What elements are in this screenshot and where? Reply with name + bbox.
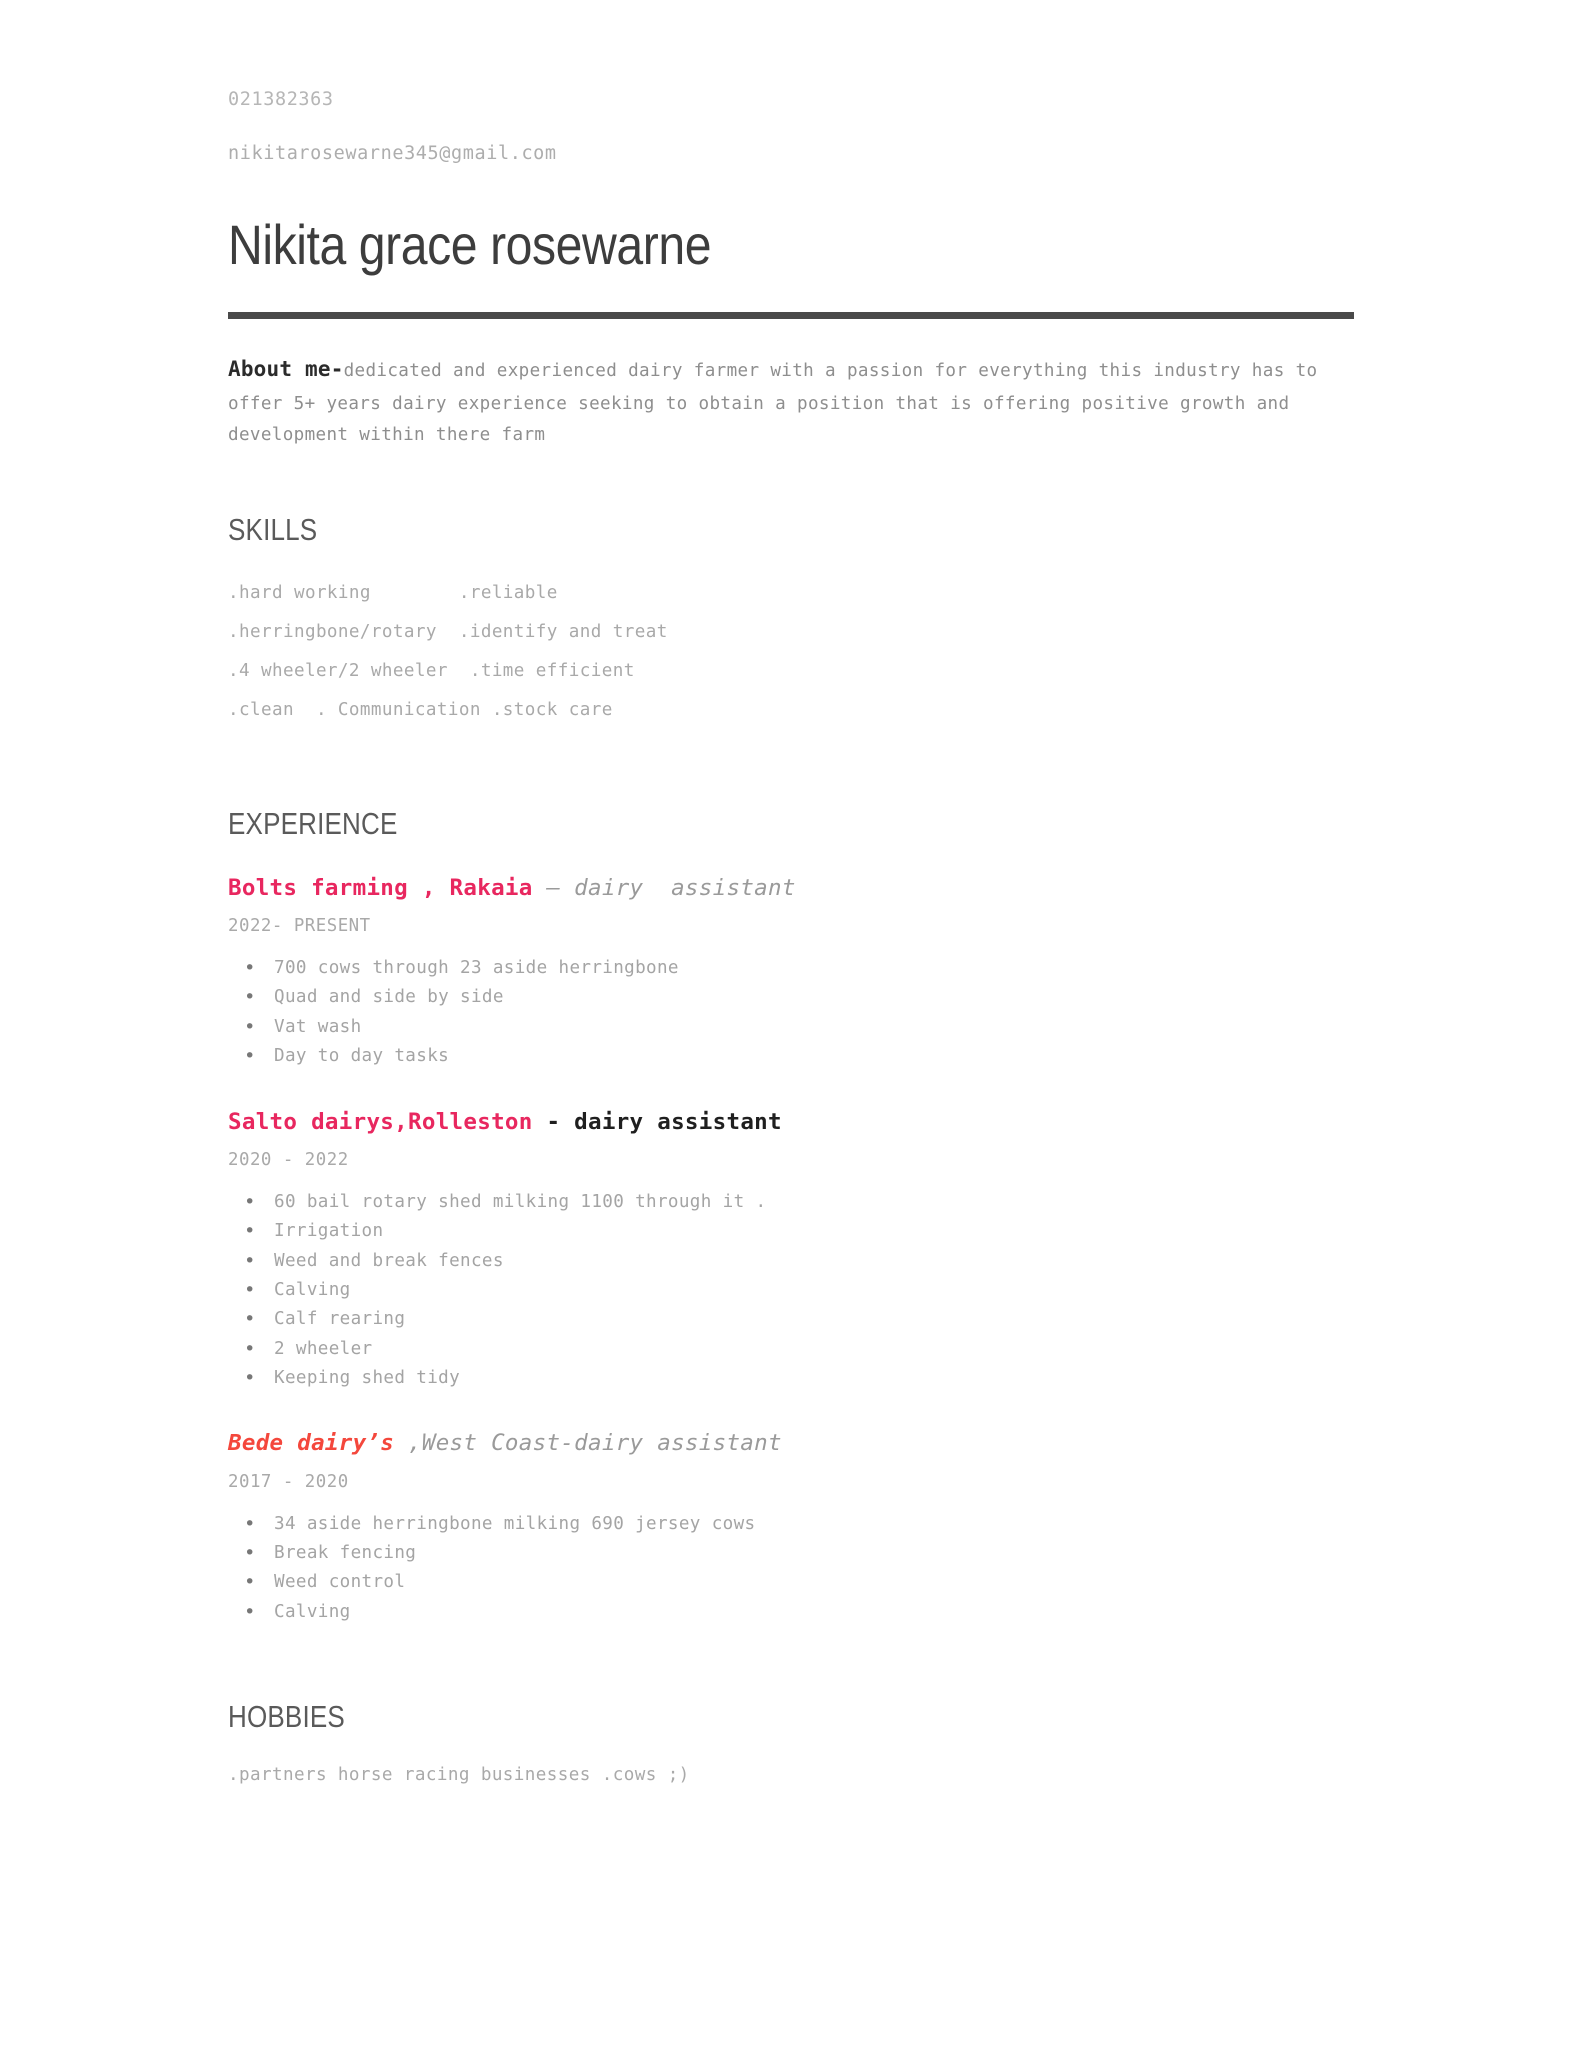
job-role: ,West Coast-dairy assistant	[394, 1430, 782, 1457]
hobbies-text: .partners horse racing businesses .cows ;)	[228, 1764, 690, 1785]
job-dates: 2017 - 2020	[228, 1471, 349, 1492]
job-bullet: • Break fencing	[228, 1539, 1354, 1568]
experience-entry	[228, 874, 1354, 1072]
job-bullet: • Weed and break fences	[228, 1247, 1354, 1276]
job-bullet: • Irrigation	[228, 1217, 1354, 1246]
title-divider	[228, 312, 1354, 319]
job-title-line	[228, 874, 1354, 903]
job-bullet: • 2 wheeler	[228, 1335, 1354, 1364]
about-text: dedicated and experienced dairy farmer with a passion for everything this industry has to offer 5+ years dairy experience seeking to obtain a position that is offering positive growth and development within there farm	[228, 360, 1318, 446]
job-dates: 2020 - 2022	[228, 1149, 349, 1170]
skills-list	[228, 574, 1354, 730]
job-company: Bolts farming , Rakaia	[228, 874, 533, 901]
job-role: - dairy assistant	[532, 1108, 782, 1135]
experience-entry	[228, 1429, 1354, 1627]
phone-number: 021382363	[228, 89, 334, 110]
about-paragraph	[228, 351, 1354, 452]
job-title-line	[228, 1429, 1354, 1458]
job-bullet: • Calf rearing	[228, 1305, 1354, 1334]
job-bullet: • 700 cows through 23 aside herringbone	[228, 954, 1354, 983]
skill-row: .4 wheeler/2 wheeler .time efficient	[228, 660, 635, 681]
section-heading-skills: SKILLS	[228, 511, 318, 547]
job-bullet: • Weed control	[228, 1568, 1354, 1597]
job-bullet: • Keeping shed tidy	[228, 1364, 1354, 1393]
job-company: Bede dairy’s	[228, 1430, 395, 1457]
job-bullet: • Day to day tasks	[228, 1042, 1354, 1071]
job-bullet: • 60 bail rotary shed milking 1100 through it .	[228, 1188, 1354, 1217]
section-heading-hobbies: HOBBIES	[228, 1699, 345, 1735]
job-bullet: • 34 aside herringbone milking 690 jersey cows	[228, 1510, 1354, 1539]
job-bullet: • Calving	[228, 1598, 1354, 1627]
section-heading-experience: EXPERIENCE	[228, 805, 398, 841]
job-bullet: • Vat wash	[228, 1013, 1354, 1042]
job-bullet: • Calving	[228, 1276, 1354, 1305]
resume-content	[228, 0, 1354, 1789]
job-dates: 2022- PRESENT	[228, 916, 371, 937]
about-label: About me-	[228, 356, 344, 381]
job-role: — dairy assistant	[532, 874, 796, 901]
job-bullet: • Quad and side by side	[228, 983, 1354, 1012]
page-title: Nikita grace rosewarne	[228, 212, 712, 276]
email-address: nikitarosewarne345@gmail.com	[228, 142, 557, 164]
job-bullet-list	[228, 1510, 1354, 1628]
experience-entry	[228, 1108, 1354, 1394]
skill-row: .clean . Communication .stock care	[228, 699, 613, 720]
job-title-line	[228, 1108, 1354, 1137]
job-bullet-list	[228, 1188, 1354, 1394]
job-bullet-list	[228, 954, 1354, 1072]
contact-block	[228, 0, 1354, 168]
skill-row: .herringbone/rotary .identify and treat	[228, 621, 668, 642]
job-company: Salto dairys,Rolleston	[228, 1108, 533, 1135]
skill-row: .hard working .reliable	[228, 582, 558, 603]
